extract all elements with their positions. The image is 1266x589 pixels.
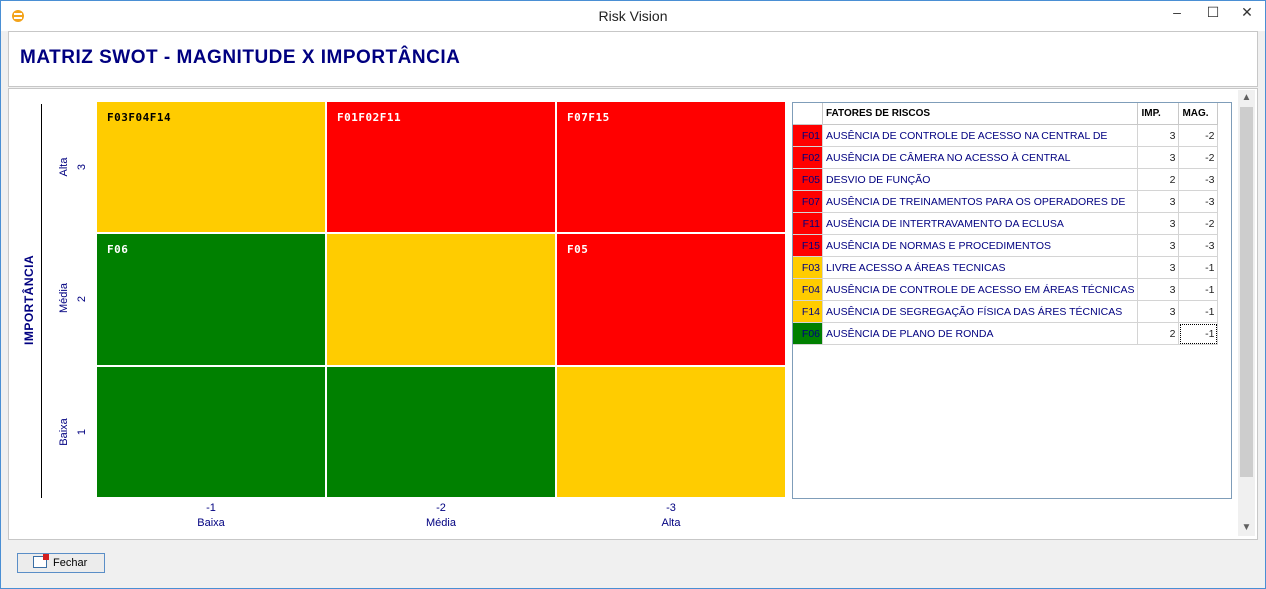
x-tick-value: -1	[206, 502, 216, 514]
magnitude-cell[interactable]: -3	[1179, 169, 1218, 191]
table-row[interactable]	[793, 125, 1218, 147]
minimize-button[interactable]: –	[1173, 4, 1181, 20]
risk-description-cell[interactable]: AUSÊNCIA DE NORMAS E PROCEDIMENTOS	[823, 235, 1138, 257]
table-row[interactable]	[793, 213, 1218, 235]
matrix-cell[interactable]	[556, 101, 786, 233]
risk-code-cell[interactable]: F03	[793, 257, 823, 279]
y-tick-value: 2	[76, 296, 88, 303]
vertical-scrollbar[interactable]	[1238, 90, 1255, 536]
risk-description-cell[interactable]: AUSÊNCIA DE PLANO DE RONDA	[823, 323, 1138, 345]
risk-description-cell[interactable]: AUSÊNCIA DE TREINAMENTOS PARA OS OPERADORES DE	[823, 191, 1138, 213]
risk-description-cell[interactable]: AUSÊNCIA DE SEGREGAÇÃO FÍSICA DAS ÁRES TÉCNICAS	[823, 301, 1138, 323]
table-header-row	[793, 103, 1218, 125]
importance-cell[interactable]: 2	[1138, 169, 1179, 191]
fechar-button[interactable]	[17, 553, 105, 573]
maximize-button[interactable]: ☐	[1206, 4, 1220, 20]
matrix-cell[interactable]	[556, 233, 786, 365]
matrix-cell[interactable]	[326, 233, 556, 365]
matrix-cell[interactable]	[96, 101, 326, 233]
table-row[interactable]	[793, 301, 1218, 323]
matrix-cell[interactable]	[96, 233, 326, 365]
matrix-cell-label: F07F15	[567, 111, 610, 124]
close-window-button[interactable]: ✕	[1241, 4, 1253, 20]
x-tick-level: Alta	[661, 517, 681, 529]
y-tick-value: 3	[76, 164, 88, 171]
matrix-cell[interactable]	[326, 366, 556, 498]
table-row[interactable]	[793, 279, 1218, 301]
table-row[interactable]	[793, 147, 1218, 169]
window-title: Risk Vision	[598, 8, 668, 24]
risk-description-cell[interactable]: DESVIO DE FUNÇÃO	[823, 169, 1138, 191]
importance-cell[interactable]: 3	[1138, 191, 1179, 213]
magnitude-cell[interactable]: -3	[1179, 191, 1218, 213]
magnitude-cell[interactable]: -2	[1179, 147, 1218, 169]
importance-cell[interactable]: 3	[1138, 279, 1179, 301]
x-tick-level: Média	[426, 517, 456, 529]
risk-code-cell[interactable]: F07	[793, 191, 823, 213]
magnitude-cell[interactable]: -2	[1179, 213, 1218, 235]
risk-code-cell[interactable]: F15	[793, 235, 823, 257]
matrix-cell[interactable]	[556, 366, 786, 498]
y-tick-level: Baixa	[58, 417, 70, 446]
matrix-cell-label: F01F02F11	[337, 111, 402, 124]
risk-description-cell[interactable]: AUSÊNCIA DE CONTROLE DE ACESSO EM ÁREAS TÉCNICAS	[823, 279, 1138, 301]
risk-code-cell[interactable]: F14	[793, 301, 823, 323]
table-row[interactable]	[793, 323, 1218, 345]
scrollbar-thumb[interactable]	[1240, 107, 1253, 477]
risk-code-cell[interactable]: F06	[793, 323, 823, 345]
importance-cell[interactable]: 3	[1138, 147, 1179, 169]
risk-description-cell[interactable]: AUSÊNCIA DE CONTROLE DE ACESSO NA CENTRAL DE	[823, 125, 1138, 147]
swot-matrix-grid	[96, 101, 786, 498]
y-axis-line	[41, 104, 42, 498]
risk-code-cell[interactable]: F04	[793, 279, 823, 301]
risk-code-cell[interactable]: F11	[793, 213, 823, 235]
importance-cell[interactable]: 2	[1138, 323, 1179, 345]
close-form-icon	[33, 556, 47, 568]
importance-cell[interactable]: 3	[1138, 213, 1179, 235]
y-tick-level: Média	[58, 283, 70, 314]
risk-code-cell[interactable]: F02	[793, 147, 823, 169]
page-header	[8, 31, 1258, 87]
table-row[interactable]	[793, 235, 1218, 257]
risk-code-cell[interactable]: F05	[793, 169, 823, 191]
matrix-cell-label: F05	[567, 243, 589, 257]
magnitude-cell[interactable]: -1	[1179, 257, 1218, 279]
header-mag[interactable]: MAG.	[1179, 103, 1218, 125]
risk-description-cell[interactable]: LIVRE ACESSO A ÁREAS TECNICAS	[823, 257, 1138, 279]
risk-code-cell[interactable]: F01	[793, 125, 823, 147]
header-imp[interactable]: IMP.	[1138, 103, 1179, 125]
risk-description-cell[interactable]: AUSÊNCIA DE INTERTRAVAMENTO DA ECLUSA	[823, 213, 1138, 235]
matrix-cell[interactable]	[96, 366, 326, 498]
magnitude-cell[interactable]: -1	[1179, 301, 1218, 323]
fechar-button-label: Fechar	[53, 557, 88, 569]
risk-description-cell[interactable]: AUSÊNCIA DE CÂMERA NO ACESSO À CENTRAL	[823, 147, 1138, 169]
importance-cell[interactable]: 3	[1138, 125, 1179, 147]
matrix-cell-label: F06	[107, 243, 129, 257]
scroll-up-icon[interactable]: ▲	[1241, 92, 1252, 103]
importance-cell[interactable]: 3	[1138, 301, 1179, 323]
risk-factors-table	[792, 102, 1232, 499]
importance-cell[interactable]: 3	[1138, 235, 1179, 257]
table-row[interactable]	[793, 191, 1218, 213]
scroll-down-icon[interactable]: ▼	[1241, 522, 1252, 533]
magnitude-cell[interactable]: -3	[1179, 235, 1218, 257]
y-axis-title: IMPORTÂNCIA	[22, 254, 36, 345]
magnitude-cell[interactable]: -2	[1179, 125, 1218, 147]
y-tick-value: 1	[76, 428, 88, 435]
table-row[interactable]	[793, 169, 1218, 191]
y-tick-level: Alta	[58, 157, 70, 177]
table-row[interactable]	[793, 257, 1218, 279]
matrix-cell[interactable]	[326, 101, 556, 233]
title-bar	[1, 1, 1265, 31]
page-title: MATRIZ SWOT - MAGNITUDE X IMPORTÂNCIA	[20, 47, 461, 68]
x-tick-level: Baixa	[197, 517, 225, 529]
header-factors[interactable]: FATORES DE RISCOS	[823, 103, 1138, 125]
matrix-cell-label: F03F04F14	[107, 111, 172, 124]
magnitude-cell[interactable]: -1	[1179, 323, 1218, 345]
header-code	[793, 103, 823, 125]
x-tick-value: -3	[666, 502, 676, 514]
magnitude-cell[interactable]: -1	[1179, 279, 1218, 301]
x-tick-value: -2	[436, 502, 446, 514]
importance-cell[interactable]: 3	[1138, 257, 1179, 279]
